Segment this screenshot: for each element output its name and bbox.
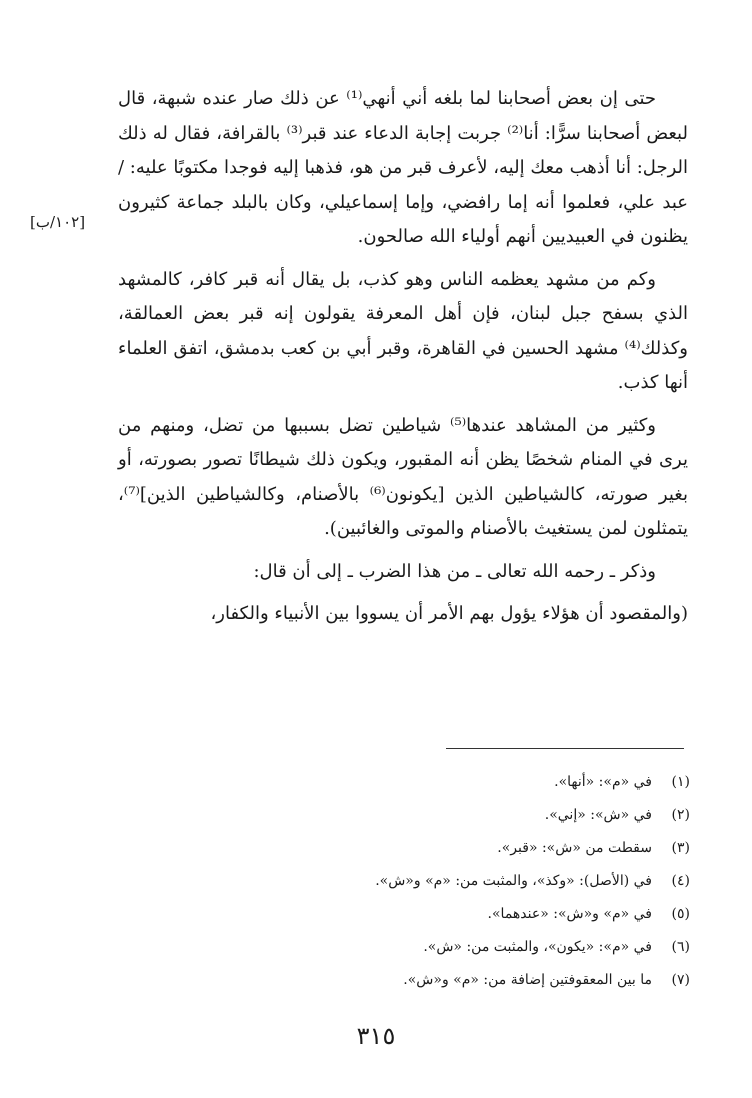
footnote-number: (٧) (671, 971, 690, 988)
footnote-divider (446, 748, 684, 749)
paragraph-3: وكثير من المشاهد عندها⁽⁵⁾ شياطين تضل بسببها من تضل، ومنهم من يرى في المنام شخصًا يظن أنه المقبور، ويكون ذلك شيطانًا تصور بصورته، أو بغير صورته، كالشياطين الذين [يكونون⁽⁶⁾ بالأصنام، وكالشياطين الذين]⁽⁷⁾، يتمثلون لمن يستغيث بالأصنام والموتى والغائبين). (118, 414, 688, 539)
footnote-item (250, 930, 690, 963)
footnote-number: (١) (671, 773, 690, 790)
footnote-item (250, 963, 690, 996)
paragraph-5: (والمقصود أن هؤلاء يؤول بهم الأمر أن يسووا بين الأنبياء والكفار، (210, 603, 688, 624)
footnote-text: في «م» و«ش»: «عندهما». (487, 905, 652, 922)
footnote-number: (٣) (671, 839, 690, 856)
paragraph-4: وذكر ـ رحمه الله تعالى ـ من هذا الضرب ـ إلى أن قال: (253, 560, 656, 582)
footnote-item (250, 897, 690, 930)
footnote-text: ما بين المعقوفتين إضافة من: «م» و«ش». (403, 971, 652, 988)
main-text (118, 82, 688, 640)
footnote-item (250, 831, 690, 864)
footnote-text: في «م»: «يكون»، والمثبت من: «ش». (423, 938, 652, 955)
manuscript-folio-marker: [١٠٢/ب] (30, 213, 86, 231)
footnote-item (250, 798, 690, 831)
paragraph-1: حتى إن بعض أصحابنا لما بلغه أني أنهي⁽¹⁾ عن ذلك صار عنده شبهة، قال لبعض أصحابنا سرًّا: أنا⁽²⁾ جربت إجابة الدعاء عند قبر⁽³⁾ بالقرافة، فقال له ذلك الرجل: أنا أذهب معك إليه، لأعرف قبر من هو، فذهبا إليه فوجدا مكتوبًا عليه: / عبد علي، فعلموا أنه إما رافضي، وإما إسماعيلي، وكان بالبلد جماعة كثيرون يظنون في العبيديين أنهم أولياء الله صالحون. (118, 88, 688, 247)
footnote-text: سقطت من «ش»: «قبر». (497, 839, 652, 856)
footnote-text: في «ش»: «إني». (544, 806, 652, 823)
footnote-text: في «م»: «أنها». (554, 773, 652, 790)
paragraph-2: وكم من مشهد يعظمه الناس وهو كذب، بل يقال أنه قبر كافر، كالمشهد الذي بسفح جبل لبنان، فإن أهل المعرفة يقولون إنه قبر بعض العمالقة، وكذلك⁽⁴⁾ مشهد الحسين في القاهرة، وقبر أبي بن كعب بدمشق، اتفق العلماء أنها كذب. (118, 268, 688, 393)
footnote-number: (٦) (671, 938, 690, 955)
footnote-number: (٢) (671, 806, 690, 823)
footnote-text: في (الأصل): «وكذ»، والمثبت من: «م» و«ش». (375, 872, 652, 889)
footnote-item (250, 864, 690, 897)
footnotes (250, 765, 690, 996)
footnote-item (250, 765, 690, 798)
footnote-number: (٥) (671, 905, 690, 922)
page-number: ٣١٥ (356, 1022, 396, 1050)
footnote-number: (٤) (671, 872, 690, 889)
